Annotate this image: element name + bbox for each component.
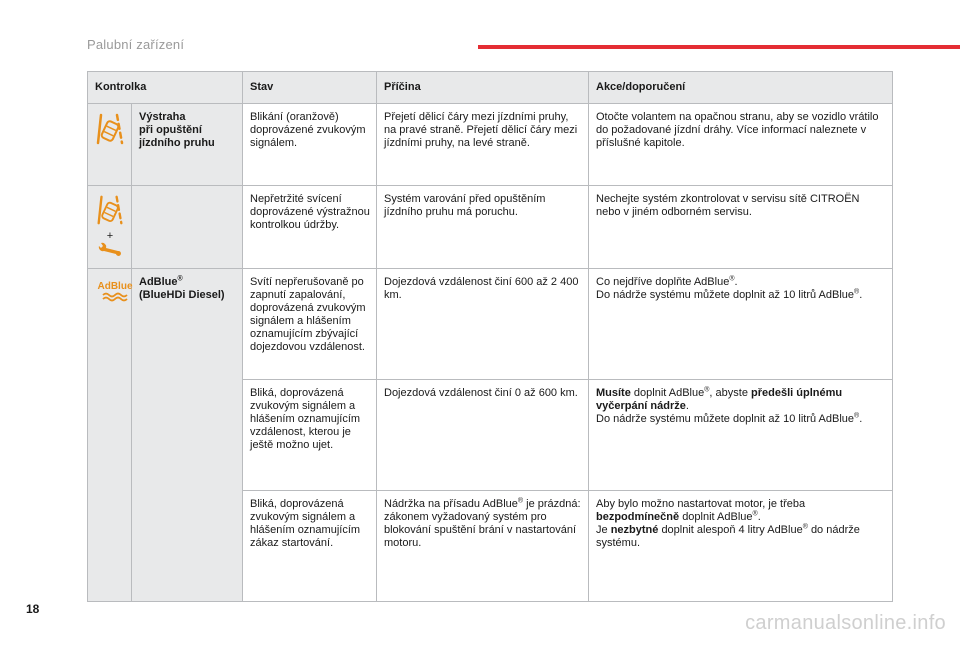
cause-cell: Systém varování před opuštěním jízdního pruhu má poruchu. bbox=[377, 186, 589, 269]
service-wrench-icon bbox=[96, 242, 124, 258]
adblue-icon bbox=[95, 278, 135, 302]
table-row bbox=[88, 104, 893, 186]
lane-departure-cell bbox=[88, 104, 132, 186]
adblue-cell bbox=[88, 269, 132, 602]
action-cell: Aby bylo možno nastartovat motor, je třeba bezpodmínečně doplnit AdBlue®. Je nezbytné doplnit alespoň 4 litry AdBlue® do nádrže systému. bbox=[589, 491, 893, 602]
column-header-akce: Akce/doporučení bbox=[589, 72, 893, 104]
section-title: Palubní zařízení bbox=[87, 37, 185, 52]
cause-cell: Dojezdová vzdálenost činí 600 až 2 400 km. bbox=[377, 269, 589, 380]
adblue-icon-label: AdBlue bbox=[97, 281, 133, 292]
column-header-pricina: Příčina bbox=[377, 72, 589, 104]
state-cell: Svítí nepřerušovaně po zapnutí zapalování, doprovázená zvukovým signálem a hlášením oznamujícím zbývající dojezdovou vzdálenost. bbox=[243, 269, 377, 380]
cause-cell: Dojezdová vzdálenost činí 0 až 600 km. bbox=[377, 380, 589, 491]
action-cell: Nechejte systém zkontrolovat v servisu sítě CITROËN nebo v jiném odborném servisu. bbox=[589, 186, 893, 269]
table-row bbox=[88, 186, 893, 269]
table-row bbox=[88, 269, 893, 380]
table-header-row bbox=[88, 72, 893, 104]
watermark: carmanualsonline.info bbox=[745, 612, 946, 634]
state-cell: Bliká, doprovázená zvukovým signálem a hlášením oznamujícím zákaz startování. bbox=[243, 491, 377, 602]
cause-cell: Nádržka na přísadu AdBlue® je prázdná: zákonem vyžadovaný systém pro blokování spuštění brání v nastartování motoru. bbox=[377, 491, 589, 602]
cause-cell: Přejetí dělicí čáry mezi jízdními pruhy, na pravé straně. Přejetí dělicí čáry mezi jízdními pruhy, na levé straně. bbox=[377, 104, 589, 186]
warning-name: AdBlue® (BlueHDi Diesel) bbox=[132, 269, 243, 602]
warning-lights-table bbox=[87, 71, 893, 602]
warning-name: Výstraha při opuštění jízdního pruhu bbox=[132, 104, 243, 186]
header-accent-bar bbox=[478, 45, 960, 49]
state-cell: Nepřetržité svícení doprovázené výstražnou kontrolkou údržby. bbox=[243, 186, 377, 269]
action-cell: Otočte volantem na opačnou stranu, aby se vozidlo vrátilo do požadované jízdní dráhy. Více informací naleznete v příslušné kapitole. bbox=[589, 104, 893, 186]
page-number: 18 bbox=[26, 602, 40, 616]
column-header-stav: Stav bbox=[243, 72, 377, 104]
lane-departure-icon bbox=[95, 111, 125, 147]
state-cell: Blikání (oranžově) doprovázené zvukovým signálem. bbox=[243, 104, 377, 186]
action-cell: Musíte doplnit AdBlue®, abyste předešli úplnému vyčerpání nádrže. Do nádrže systému můžete doplnit až 10 litrů AdBlue®. bbox=[589, 380, 893, 491]
state-cell: Bliká, doprovázená zvukovým signálem a hlášením oznamujícím vzdálenost, kterou je ještě možno ujet. bbox=[243, 380, 377, 491]
plus-sign: + bbox=[106, 230, 114, 242]
lane-departure-service-cell bbox=[88, 186, 132, 269]
column-header-kontrolka: Kontrolka bbox=[88, 72, 243, 104]
warning-name bbox=[132, 186, 243, 269]
lane-departure-icon bbox=[95, 193, 125, 227]
action-cell: Co nejdříve doplňte AdBlue®. Do nádrže systému můžete doplnit až 10 litrů AdBlue®. bbox=[589, 269, 893, 380]
